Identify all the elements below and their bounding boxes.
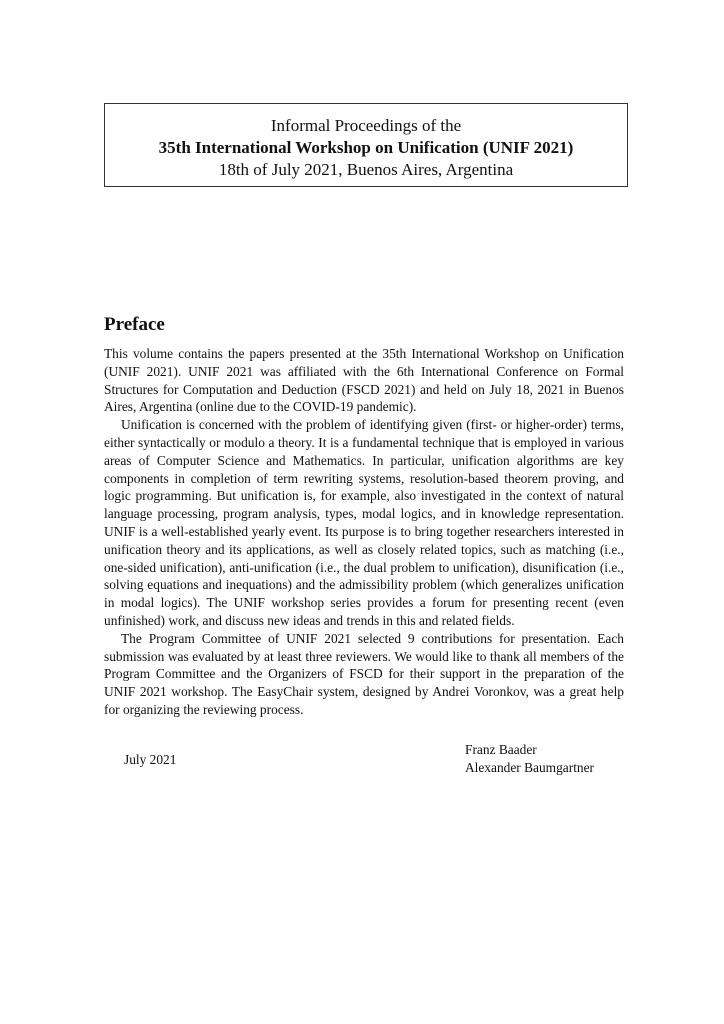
author-name: Alexander Baumgartner <box>465 760 595 775</box>
preface-paragraph-2: Unification is concerned with the problem of identifying given (first- or higher-order) terms, either syntactically or modulo a theory. It is a fundamental technique that is employed in various areas of Computer Science and Mathematics. In particular, unification algorithms are key components in completion of term rewriting systems, resolution-based theorem proving, and logic programming. But unification is, for example, also investigated in the context of natural language processing, program analysis, types, modal logics, and in knowledge representation. UNIF is a well-established yearly event. Its purpose is to bring together researchers interested in unification theory and its applications, as well as closely related topics, such as matching (i.e., one-sided unification), anti-unification (i.e., the dual problem to unification), disunification (i.e., solving equations and inequations) and the admissibility problem (which generalizes unification in modal logics). The UNIF workshop series provides a forum for presenting recent (even unfinished) work, and discuss new ideas and trends in this and related fields. <box>104 417 624 628</box>
workshop-title: 35th International Workshop on Unification (UNIF 2021) <box>158 138 574 157</box>
author-signatures <box>465 741 594 777</box>
preface-heading: Preface <box>104 314 165 335</box>
proceedings-title-box <box>104 103 628 187</box>
preface-paragraph-1: This volume contains the papers presented at the 35th International Workshop on Unification (UNIF 2021). UNIF 2021 was affiliated with the 6th International Conference on Formal Structures for Computation and Deduction (FSCD 2021) and held on July 18, 2021 in Buenos Aires, Argentina (online due to the COVID-19 pandemic). <box>104 346 624 415</box>
preface-date: July 2021 <box>124 752 177 767</box>
workshop-date-location: 18th of July 2021, Buenos Aires, Argentina <box>218 160 514 179</box>
title-line-1: Informal Proceedings of the <box>270 116 462 135</box>
author-name: Franz Baader <box>465 742 537 757</box>
preface-body <box>104 345 624 719</box>
preface-paragraph-3: The Program Committee of UNIF 2021 selected 9 contributions for presentation. Each submission was evaluated by at least three reviewers. We would like to thank all members of the Program Committee and the Organizers of FSCD for their support in the preparation of the UNIF 2021 workshop. The EasyChair system, designed by Andrei Voronkov, was a great help for organizing the reviewing process. <box>104 630 624 717</box>
